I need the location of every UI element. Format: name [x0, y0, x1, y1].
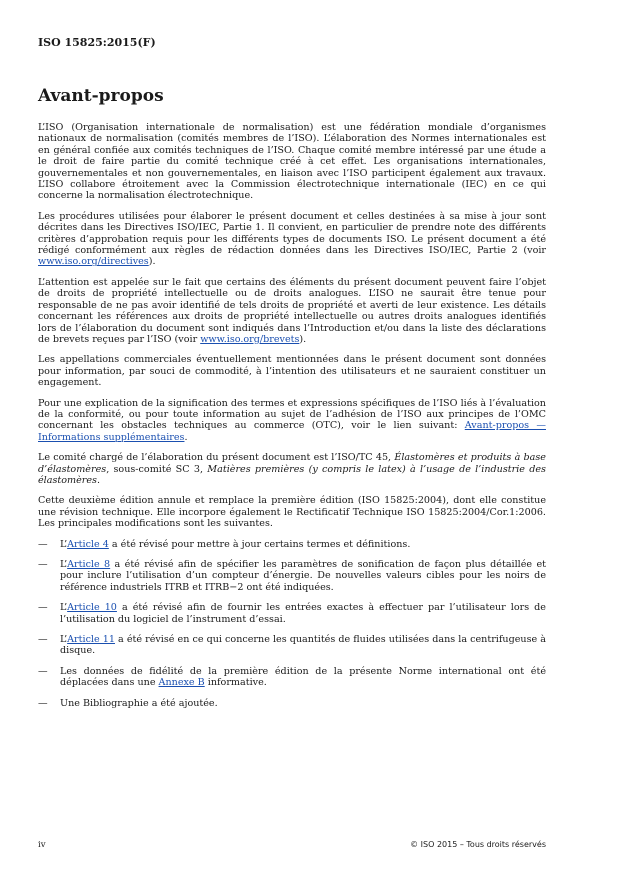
dash-bullet: — — [38, 665, 48, 677]
page-title: Avant-propos — [38, 86, 164, 106]
dash-bullet: — — [38, 559, 48, 570]
page-number: iv — [38, 840, 46, 850]
document-body — [38, 122, 546, 718]
paragraph-conformity: Pour une explication de la signification des termes et expressions spécifiques de l’ISO liés à l’évaluation de la conformité, ou pour toute information au sujet de l’adhésion de l’ISO aux principes de l’OMC concernant les obstacles techniques au commerce (OTC), voir le lien suivant: Avant-propos — Informations supplémentaires. — [38, 397, 546, 443]
annex-b-link[interactable]: Annexe B — [158, 677, 205, 689]
article-11-link[interactable]: Article 11 — [67, 634, 115, 646]
dash-bullet: — — [38, 538, 48, 550]
patents-link[interactable]: www.iso.org/brevets — [200, 333, 300, 345]
list-item: — L’Article 11 a été révisé en ce qui concerne les quantités de fluides utilisées dans la centrifugeuse à disque. — [38, 634, 546, 657]
copyright-notice: © ISO 2015 – Tous droits réservés — [410, 840, 546, 849]
directives-link[interactable]: www.iso.org/directives — [38, 256, 149, 268]
paragraph-iso-intro: L’ISO (Organisation internationale de normalisation) est une fédération mondiale d’organismes nationaux de normalisation (comités membres de l’ISO). L’élaboration des Normes internationales est en général confiée aux comités techniques de l’ISO. Chaque comité membre intéressé par une étude a le droit de faire partie du comité technique créé à cet effet. Les organisations internationales, gouvernementales et non gouvernementales, en liaison avec l’ISO participent également aux travaux. L’ISO collabore étroitement avec la Commission électrotechnique internationale (IEC) en ce qui concerne la normalisation électrotechnique. — [38, 122, 546, 202]
dash-bullet: — — [38, 602, 48, 614]
article-10-link[interactable]: Article 10 — [67, 602, 117, 614]
supplementary-info-link[interactable]: Avant-propos — Informations supplémentaires — [38, 420, 546, 443]
list-item: — L’Article 10 a été révisé afin de fournir les entrées exactes à effectuer par l’utilisateur lors de l’utilisation du logiciel de l’instrument d’essai. — [38, 602, 546, 625]
dash-bullet: — — [38, 634, 48, 646]
list-item: — Les données de fidélité de la première édition de la présente Norme international ont été déplacées dans une Annexe B informative. — [38, 665, 546, 689]
list-item: — Une Bibliographie a été ajoutée. — [38, 697, 218, 709]
article-8-link[interactable]: Article 8 — [67, 559, 111, 570]
article-4-link[interactable]: Article 4 — [67, 538, 109, 550]
list-item: — L’Article 8 a été révisé afin de spécifier les paramètres de sonification de façon plus détaillée et pour inclure l’utilisation d’un compteur d’énergie. De nouvelles valeurs cibles pour les noirs de référence industriels ITRB et ITRB−2 ont été indiquées. — [38, 559, 546, 593]
paragraph-committee: Le comité chargé de l’élaboration du présent document est l’ISO/TC 45, Élastomères et produits à base d’élastomères, sous-comité SC 3, Matières premières (y compris le latex) à l’usage de l’industrie des élastomères. — [38, 452, 546, 486]
paragraph-trade-names: Les appellations commerciales éventuellement mentionnées dans le présent document sont données pour information, par souci de commodité, à l’intention des utilisateurs et ne sauraient constituer un engagement. — [38, 354, 546, 389]
paragraph-procedures: Les procédures utilisées pour élaborer le présent document et celles destinées à sa mise à jour sont décrites dans les Directives ISO/IEC, Partie 1. Il convient, en particulier de prendre note des différents critères d’approbation requis pour les différents types de documents ISO. Le présent document a été rédigé conformément aux règles de rédaction données dans les Directives ISO/IEC, Partie 2 (voir www.iso.org/directives). — [38, 210, 546, 268]
paragraph-patents: L’attention est appelée sur le fait que certains des éléments du présent document peuvent faire l’objet de droits de propriété intellectuelle ou de droits analogues. L’ISO ne saurait être tenue pour responsable de ne pas avoir identifié de tels droits de propriété et averti de leur existence. Les détails concernant les références aux droits de propriété intellectuelle ou autres droits analogues identifiés lors de l’élaboration du document sont indiqués dans l’Introduction et/ou dans la liste des déclarations de brevets reçues par l’ISO (voir www.iso.org/brevets). — [38, 276, 546, 345]
paragraph-edition: Cette deuxième édition annule et remplace la première édition (ISO 15825:2004), dont elle constitue une révision technique. Elle incorpore également le Rectificatif Technique ISO 15825:2004/Cor.1:2006. Les principales modifications sont les suivantes. — [38, 495, 546, 530]
dash-bullet: — — [38, 697, 48, 709]
list-item: — L’Article 4 a été révisé pour mettre à jour certains termes et définitions. — [38, 538, 411, 550]
document-id-header: ISO 15825:2015(F) — [38, 36, 156, 49]
